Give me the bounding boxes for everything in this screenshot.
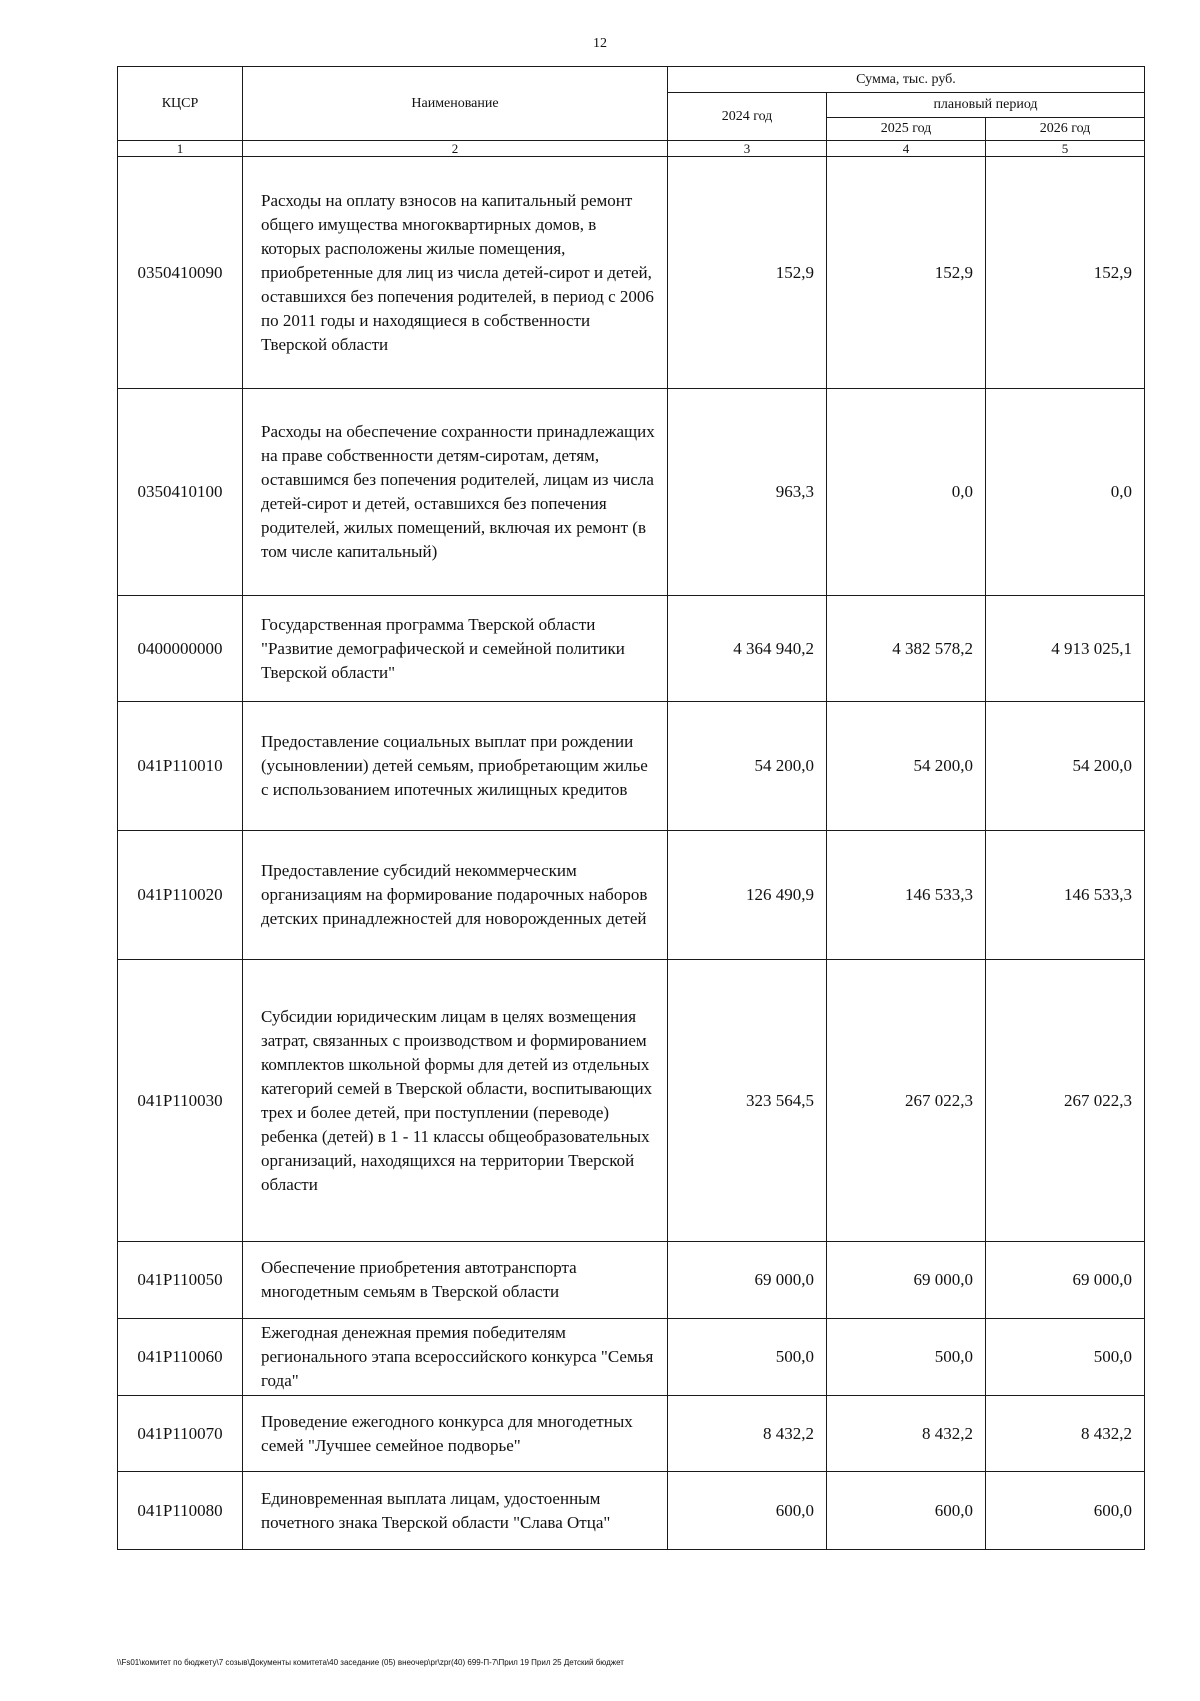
header-year-2024: 2024 год	[668, 93, 827, 141]
col-number: 1	[118, 141, 243, 157]
header-name: Наименование	[243, 67, 668, 141]
row-code: 0350410090	[118, 157, 243, 389]
row-value-2025: 4 382 578,2	[827, 596, 986, 702]
row-value-2026: 152,9	[986, 157, 1145, 389]
header-year-2026: 2026 год	[986, 118, 1145, 141]
row-code: 0350410100	[118, 389, 243, 596]
row-value-2024: 8 432,2	[668, 1396, 827, 1472]
header-code: КЦСР	[118, 67, 243, 141]
header-planning-period: плановый период	[827, 93, 1145, 118]
row-value-2025: 146 533,3	[827, 831, 986, 960]
table-row	[118, 1472, 1145, 1550]
row-name: Проведение ежегодного конкурса для многодетных семей "Лучшее семейное подворье"	[243, 1396, 668, 1472]
table-row	[118, 702, 1145, 831]
row-value-2024: 69 000,0	[668, 1242, 827, 1319]
row-value-2026: 146 533,3	[986, 831, 1145, 960]
row-value-2025: 500,0	[827, 1319, 986, 1396]
row-value-2024: 600,0	[668, 1472, 827, 1550]
row-name: Предоставление социальных выплат при рождении (усыновлении) детей семьям, приобретающим жилье с использованием ипотечных жилищных кредитов	[243, 702, 668, 831]
col-number: 4	[827, 141, 986, 157]
row-value-2024: 126 490,9	[668, 831, 827, 960]
footer-file-path: \\Fs01\комитет по бюджету\7 созыв\Документы комитета\40 заседание (05) внеочер\pr\zpr(40) 699-П-7\Прил 19 Прил 25 Детский бюджет	[117, 1658, 624, 1667]
row-code: 0400000000	[118, 596, 243, 702]
col-number: 2	[243, 141, 668, 157]
row-value-2026: 0,0	[986, 389, 1145, 596]
row-code: 041P110050	[118, 1242, 243, 1319]
row-value-2025: 8 432,2	[827, 1396, 986, 1472]
row-value-2026: 4 913 025,1	[986, 596, 1145, 702]
row-value-2026: 267 022,3	[986, 960, 1145, 1242]
row-value-2025: 152,9	[827, 157, 986, 389]
table-body	[118, 157, 1145, 1550]
row-value-2026: 500,0	[986, 1319, 1145, 1396]
col-number: 3	[668, 141, 827, 157]
header-year-2025: 2025 год	[827, 118, 986, 141]
row-code: 041P110020	[118, 831, 243, 960]
row-name: Единовременная выплата лицам, удостоенным почетного знака Тверской области "Слава Отца"	[243, 1472, 668, 1550]
row-name: Субсидии юридическим лицам в целях возмещения затрат, связанных с производством и формированием комплектов школьной формы для детей из отдельных категорий семей в Тверской области, воспитывающих трех и более детей, при поступлении (переводе) ребенка (детей) в 1 - 11 классы общеобразовательных организаций, находящихся на территории Тверской области	[243, 960, 668, 1242]
table-row	[118, 1319, 1145, 1396]
header-sum: Сумма, тыс. руб.	[668, 67, 1145, 93]
row-value-2024: 152,9	[668, 157, 827, 389]
row-code: 041P110060	[118, 1319, 243, 1396]
table-row	[118, 960, 1145, 1242]
row-name: Расходы на оплату взносов на капитальный ремонт общего имущества многоквартирных домов, в которых расположены жилые помещения, приобретенные для лиц из числа детей-сирот и детей, оставшихся без попечения родителей, в период с 2006 по 2011 годы и находящиеся в собственности Тверской области	[243, 157, 668, 389]
row-value-2025: 69 000,0	[827, 1242, 986, 1319]
row-name: Расходы на обеспечение сохранности принадлежащих на праве собственности детям-сиротам, детям, оставшимся без попечения родителей, лицам из числа детей-сирот и детей, оставшихся без попечения родителей, жилых помещений, включая их ремонт (в том числе капитальный)	[243, 389, 668, 596]
budget-table	[117, 66, 1145, 1550]
row-name: Предоставление субсидий некоммерческим организациям на формирование подарочных наборов детских принадлежностей для новорожденных детей	[243, 831, 668, 960]
row-value-2024: 323 564,5	[668, 960, 827, 1242]
row-value-2026: 600,0	[986, 1472, 1145, 1550]
row-value-2025: 600,0	[827, 1472, 986, 1550]
row-code: 041P110070	[118, 1396, 243, 1472]
row-code: 041P110030	[118, 960, 243, 1242]
row-value-2025: 54 200,0	[827, 702, 986, 831]
row-value-2026: 69 000,0	[986, 1242, 1145, 1319]
row-name: Государственная программа Тверской области "Развитие демографической и семейной политики Тверской области"	[243, 596, 668, 702]
table-row	[118, 157, 1145, 389]
row-value-2025: 267 022,3	[827, 960, 986, 1242]
row-value-2026: 54 200,0	[986, 702, 1145, 831]
table-header	[118, 67, 1145, 157]
row-value-2024: 4 364 940,2	[668, 596, 827, 702]
col-number: 5	[986, 141, 1145, 157]
table-row	[118, 1242, 1145, 1319]
row-code: 041P110010	[118, 702, 243, 831]
row-value-2025: 0,0	[827, 389, 986, 596]
table-row	[118, 831, 1145, 960]
row-value-2026: 8 432,2	[986, 1396, 1145, 1472]
row-value-2024: 54 200,0	[668, 702, 827, 831]
page-number: 12	[593, 36, 607, 51]
table-row	[118, 389, 1145, 596]
row-name: Ежегодная денежная премия победителям регионального этапа всероссийского конкурса "Семья года"	[243, 1319, 668, 1396]
table-row	[118, 1396, 1145, 1472]
table-row	[118, 596, 1145, 702]
row-code: 041P110080	[118, 1472, 243, 1550]
row-name: Обеспечение приобретения автотранспорта многодетным семьям в Тверской области	[243, 1242, 668, 1319]
row-value-2024: 963,3	[668, 389, 827, 596]
row-value-2024: 500,0	[668, 1319, 827, 1396]
